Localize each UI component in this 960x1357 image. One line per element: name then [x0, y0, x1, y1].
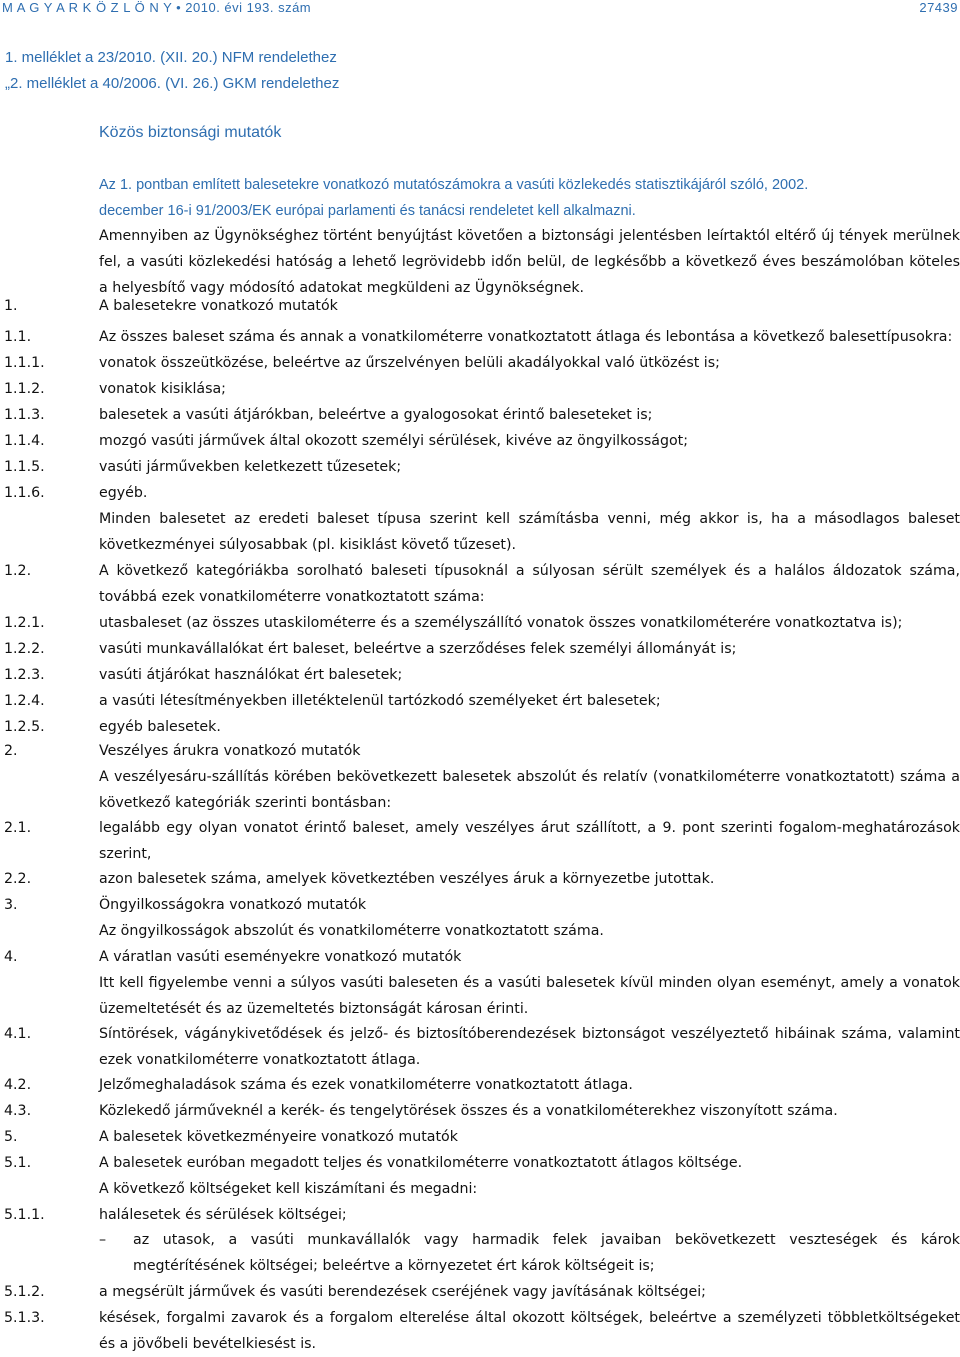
item-text: Itt kell figyelembe venni a súlyos vasúti baleseten és a vasúti balesetek kívül minden olyan eseményt, amely a vonatok üzemeltetését és az üzemeltetés biztonságát károsan érinti.: [99, 975, 960, 1017]
item-text: A váratlan vasúti eseményekre vonatkozó mutatók: [99, 949, 462, 965]
item-number: 1.1.4.: [4, 433, 45, 449]
item-number: 1.1.2.: [4, 381, 45, 397]
item-number: 5.: [4, 1129, 18, 1145]
item-number: 3.: [4, 897, 18, 913]
dash-bullet: –: [99, 1232, 107, 1248]
item-number: 5.1.3.: [4, 1310, 45, 1326]
body-paragraph: Amennyiben az Ügynökséghez történt benyújtást követően a biztonsági jelentésben leírtaktól eltérő új tények merülnek fel, a vasúti közlekedési hatóság a lehető legrövidebb időn belül, de legkésőbb a következő éves beszámolóban köteles a helyesbítő vagy módosító adatokat megküldeni az Ügynökségnek.: [99, 228, 960, 296]
appendix-ref-line2: „2. melléklet a 40/2006. (VI. 26.) GKM rendelethez: [5, 75, 340, 92]
item-text: legalább egy olyan vonatot érintő baleset, amely veszélyes árut szállított, a 9. pont szerinti fogalom-meghatározások szerint,: [99, 820, 960, 862]
item-text: balesetek a vasúti átjárókban, beleértve a gyalogosokat érintő baleseteket is;: [99, 407, 653, 423]
item-number: 1.2.5.: [4, 719, 45, 735]
intro-line2: december 16-i 91/2003/EK európai parlamenti és tanácsi rendeletet kell alkalmazni.: [99, 203, 636, 219]
item-number: 1.2.: [4, 563, 32, 579]
item-number: 4.: [4, 949, 18, 965]
item-number: 1.2.3.: [4, 667, 45, 683]
item-text: késések, forgalmi zavarok és a forgalom elterelése által okozott költségek, beleértve a személyzeti többletköltségeket és a jövőbeli bevételkiesést is.: [99, 1310, 960, 1352]
item-text: mozgó vasúti járművek által okozott személyi sérülések, kivéve az öngyilkosságot;: [99, 433, 688, 449]
item-number: 2.2.: [4, 871, 32, 887]
item-number: 1.2.4.: [4, 693, 45, 709]
page-header: [0, 0, 960, 20]
intro-line1: Az 1. pontban említett balesetekre vonatkozó mutatószámokra a vasúti közlekedés statisztikájáról szóló, 2002.: [99, 177, 809, 193]
item-text: Az összes baleset száma és annak a vonatkilométerre vonatkoztatott átlaga és lebontása a következő balesettípusokra:: [99, 329, 953, 345]
item-text: egyéb balesetek.: [99, 719, 221, 735]
item-number: 4.1.: [4, 1026, 32, 1042]
item-number: 2.: [4, 743, 18, 759]
item-text: A veszélyesáru-szállítás körében bekövetkezett balesetek abszolút és relatív (vonatkilométerre vonatkoztatott) száma a következő kategóriák szerinti bontásban:: [99, 769, 960, 811]
item-text: Öngyilkosságokra vonatkozó mutatók: [99, 897, 367, 913]
page-number: 27439: [919, 0, 958, 15]
item-text: Az öngyilkosságok abszolút és vonatkilométerre vonatkoztatott száma.: [99, 923, 604, 939]
item-text: A következő kategóriákba sorolható baleseti típusoknál a súlyosan sérült személyek és a halálos áldozatok száma, továbbá ezek vonatkilométerre vonatkoztatott száma:: [99, 563, 960, 605]
item-text: Jelzőmeghaladások száma és ezek vonatkilométerre vonatkoztatott átlaga.: [99, 1077, 633, 1093]
item-text: azon balesetek száma, amelyek következtében veszélyes áruk a környezetbe jutottak.: [99, 871, 715, 887]
item-text: Síntörések, vágánykivetődések és jelző- és biztosítóberendezések biztonságot veszélyeztető hibáinak száma, valamint ezek vonatkilométerre vonatkoztatott átlaga.: [99, 1026, 960, 1068]
item-number: 1.1.5.: [4, 459, 45, 475]
item-number: 4.3.: [4, 1103, 32, 1119]
appendix-ref-line1: 1. melléklet a 23/2010. (XII. 20.) NFM rendelethez: [5, 49, 337, 66]
item-number: 1.1.: [4, 329, 32, 345]
journal-title: M A G Y A R K Ö Z L Ö N Y • 2010. évi 193. szám: [2, 0, 312, 15]
item-number: 5.1.2.: [4, 1284, 45, 1300]
item-text: Közlekedő járműveknél a kerék- és tengelytörések összes és a vonatkilométerekhez viszonyított száma.: [99, 1103, 838, 1119]
item-number: 1.: [4, 298, 18, 314]
item-text: egyéb.: [99, 485, 148, 501]
item-text: A balesetekre vonatkozó mutatók: [99, 298, 338, 314]
item-text: A következő költségeket kell kiszámítani és megadni:: [99, 1181, 478, 1197]
item-number: 1.2.1.: [4, 615, 45, 631]
item-number: 5.1.: [4, 1155, 32, 1171]
item-text: a vasúti létesítményekben illetéktelenül tartózkodó személyeket ért balesetek;: [99, 693, 661, 709]
page-title: Közös biztonsági mutatók: [99, 124, 282, 141]
item-number: 5.1.1.: [4, 1207, 45, 1223]
item-text: a megsérült járművek és vasúti berendezések cseréjének vagy javításának költségei;: [99, 1284, 706, 1300]
item-number: 2.1.: [4, 820, 32, 836]
item-number: 1.1.6.: [4, 485, 45, 501]
item-number: 4.2.: [4, 1077, 32, 1093]
item-text: vasúti átjárókat használókat ért balesetek;: [99, 667, 403, 683]
item-text: halálesetek és sérülések költségei;: [99, 1207, 347, 1223]
item-number: 1.1.3.: [4, 407, 45, 423]
item-text: Minden balesetet az eredeti baleset típusa szerint kell számításba venni, még akkor is, ha a másodlagos baleset következményei súlyosabbak (pl. kisiklást követő tűzeset).: [99, 511, 960, 553]
item-text: vonatok kisiklása;: [99, 381, 226, 397]
item-text: vasúti járművekben keletkezett tűzesetek;: [99, 459, 402, 475]
dash-item-text: az utasok, a vasúti munkavállalók vagy harmadik felek javaiban bekövetkezett veszteségek és károk megtérítésének költségei; beleértve a környezetet ért károk költségeit is;: [133, 1232, 960, 1274]
item-number: 1.2.2.: [4, 641, 45, 657]
item-text: vonatok összeütközése, beleértve az űrszelvényen belüli akadályokkal való ütközést is;: [99, 355, 720, 371]
item-number: 1.1.1.: [4, 355, 45, 371]
item-text: vasúti munkavállalókat ért baleset, beleértve a szerződéses felek személyi állományát is;: [99, 641, 737, 657]
item-text: utasbaleset (az összes utaskilométerre és a személyszállító vonatok összes vonatkilométerére vonatkoztatva is);: [99, 615, 903, 631]
item-text: A balesetek euróban megadott teljes és vonatkilométerre vonatkoztatott átlagos költsége.: [99, 1155, 743, 1171]
item-text: A balesetek következményeire vonatkozó mutatók: [99, 1129, 458, 1145]
item-text: Veszélyes árukra vonatkozó mutatók: [99, 743, 361, 759]
